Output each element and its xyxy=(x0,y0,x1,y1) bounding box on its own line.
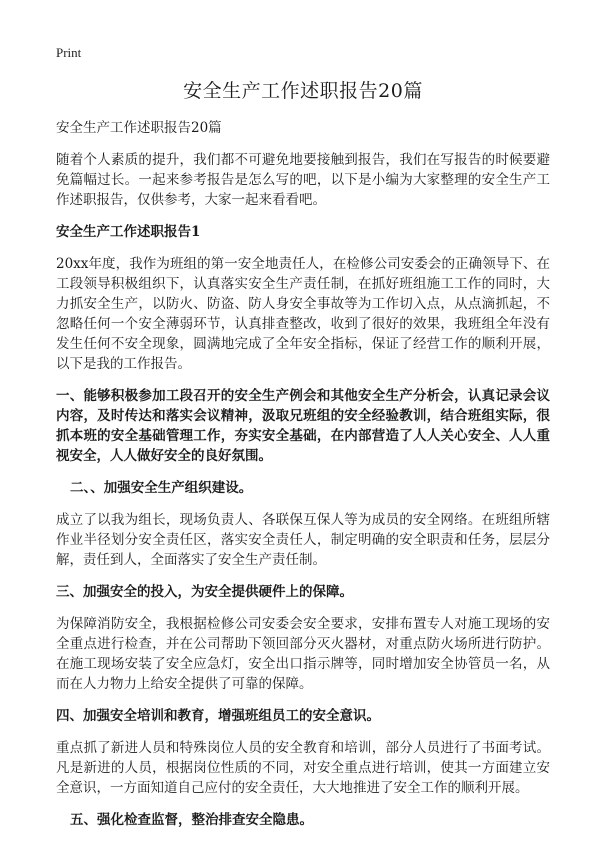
document-page xyxy=(56,78,550,842)
point-body-4: 重点抓了新进人员和特殊岗位人员的安全教育和培训，部分人员进行了书面考试。凡是新进的人员，根据岗位性质的不同，对安全重点进行培训，使其一方面建立安全意识，一方面知道自己应付的安全责任，大大地推进了安全工作的顺利开展。 xyxy=(56,740,550,796)
intro-paragraph: 随着个人素质的提升，我们都不可避免地要接触到报告，我们在写报告的时候要避免篇幅过长。一起来参考报告是怎么写的吧，以下是小编为大家整理的安全生产工作述职报告，仅供参考，大家一起来看看吧。 xyxy=(56,152,550,208)
point-heading-3: 三、加强安全的投入，为安全提供硬件上的保障。 xyxy=(56,584,353,600)
document-subtitle: 安全生产工作述职报告20篇 xyxy=(56,120,222,136)
section-heading: 安全生产工作述职报告1 xyxy=(56,224,201,240)
point-heading-4: 四、加强安全培训和教育，增强班组员工的安全意识。 xyxy=(56,708,380,724)
point-heading-1: 一、能够积极参加工段召开的安全生产例会和其他安全生产分析会，认真记录会议内容，及时传达和落实会议精神，汲取兄班组的安全经验教训，结合班组实际，很抓本班的安全基础管理工作，夯实安全基础，在内部营造了人人关心安全、人人重视安全，人人做好安全的良好氛围。 xyxy=(56,388,550,464)
document-title: 安全生产工作述职报告20篇 xyxy=(183,80,423,102)
point-heading-2: 二、、加强安全生产组织建设。 xyxy=(70,480,253,496)
point-body-3: 为保障消防安全，我根据检修公司安委会安全要求，安排布置专人对施工现场的安全重点进行检查，并在公司帮助下领回部分灭火器材，对重点防火场所进行防护。在施工现场安装了安全应急灯，安全出口指示牌等，同时增加安全协管员一名，从而在人力物力上给安全提供了可靠的保障。 xyxy=(56,616,550,692)
print-link[interactable]: Print xyxy=(56,45,82,60)
section-intro-paragraph: 20xx年度，我作为班组的第一安全地责任人，在检修公司安委会的正确领导下、在工段领导积极组织下，认真落实安全生产责任制，在抓好班组施工工作的同时，大力抓安全生产，以防火、防盗、防人身安全事故等为工作切入点，从点滴抓起，不忽略任何一个安全薄弱环节，认真排查整改，收到了很好的效果，我班组全年没有发生任何不安全现象，圆满地完成了全年安全指标，保证了经营工作的顺利开展，以下是我的工作报告。 xyxy=(56,256,550,372)
point-body-2: 成立了以我为组长，现场负责人、各联保互保人等为成员的安全网络。在班组所辖作业半径划分安全责任区，落实安全责任人，制定明确的安全职责和任务，层层分解，责任到人，全面落实了安全生产责任制。 xyxy=(56,512,550,568)
point-heading-5: 五、强化检查监督，整治排查安全隐患。 xyxy=(70,812,313,828)
